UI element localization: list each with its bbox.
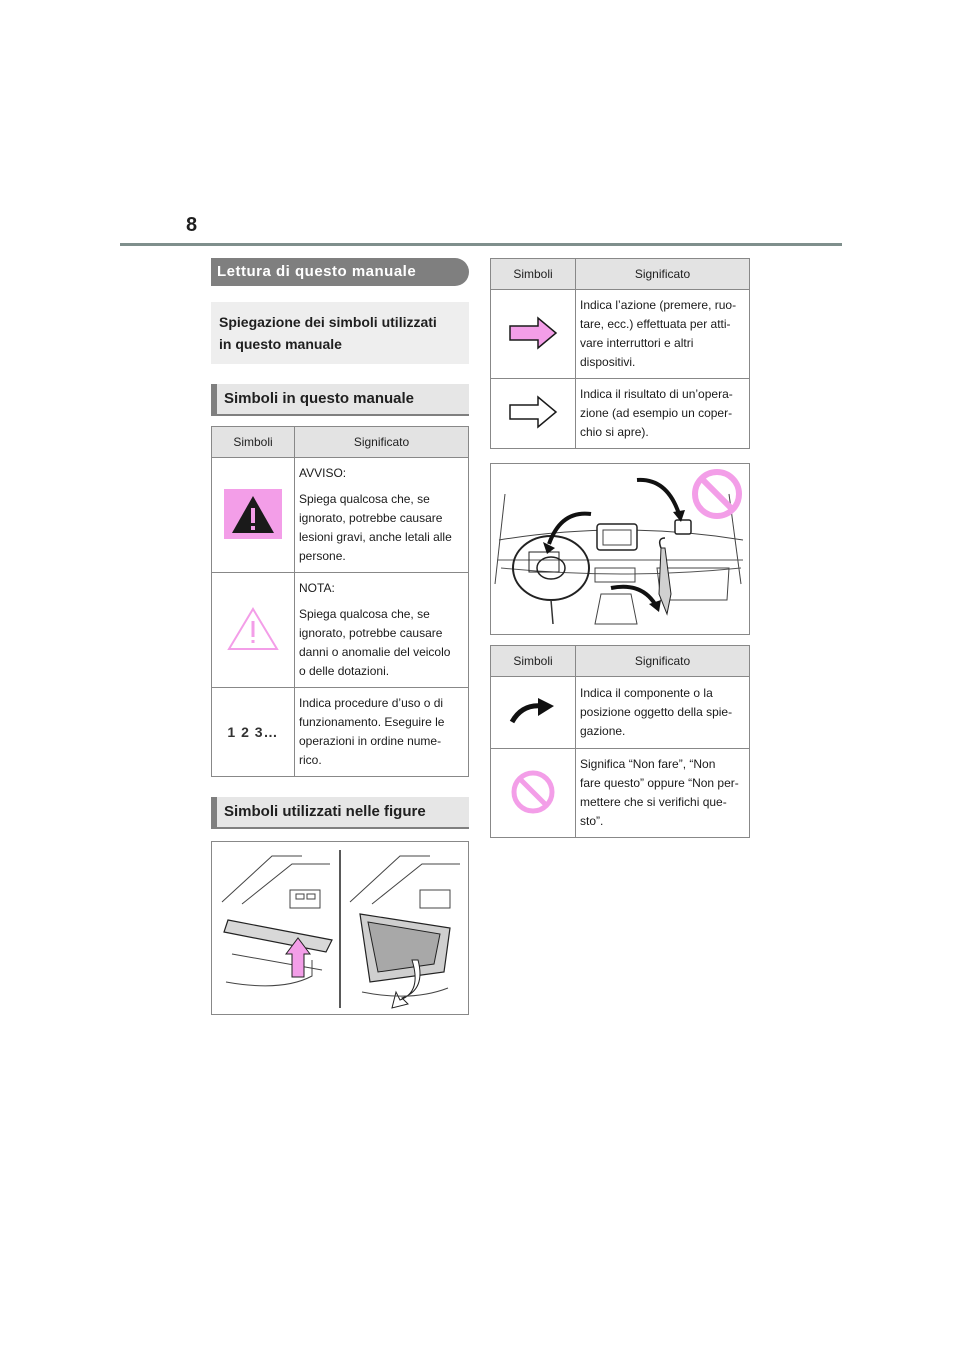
table-header-row xyxy=(491,646,750,677)
column-header-meaning: Significato xyxy=(295,427,469,458)
chapter-title: Lettura di questo manuale xyxy=(211,258,469,286)
column-header-meaning: Significato xyxy=(576,259,750,290)
subsection-title-symbols: Simboli in questo manuale xyxy=(211,384,469,416)
symbol-cell xyxy=(491,290,576,379)
sunvisor-illustration xyxy=(212,842,468,1014)
symbol-cell xyxy=(491,379,576,449)
table-row xyxy=(491,749,750,838)
column-header-symbols: Simboli xyxy=(212,427,295,458)
table-header-row xyxy=(491,259,750,290)
action-symbols-table xyxy=(490,258,750,449)
table-row xyxy=(212,573,469,688)
step-numbers-icon: 1 2 3… xyxy=(227,724,279,740)
header-rule xyxy=(120,243,842,246)
notice-triangle-outline-icon xyxy=(225,642,281,656)
symbol-cell xyxy=(491,677,576,749)
symbol-cell xyxy=(212,688,295,777)
symbols-table xyxy=(211,426,469,777)
meaning-cell: NOTA: Spiega qualcosa che, se ignorato, potrebbe causare danni o anomalie del veicolo o delle dotazioni. xyxy=(295,573,469,688)
meaning-cell: Indica il componente o la posizione oggetto della spie- gazione. xyxy=(576,677,750,749)
symbol-cell xyxy=(212,573,295,688)
result-arrow-outline-icon xyxy=(508,418,558,432)
page-number: 8 xyxy=(186,214,198,236)
symbol-cell xyxy=(491,749,576,838)
pointer-arrow-icon xyxy=(508,715,558,729)
meaning-cell: Indica il risultato di un’opera- zione (ad esempio un coper- chio si apre). xyxy=(576,379,750,449)
section-title: Spiegazione dei simboli utilizzati in questo manuale xyxy=(211,302,469,364)
column-header-symbols: Simboli xyxy=(491,646,576,677)
meaning-cell: Indica procedure d’uso o di funzionamento. Eseguire le operazioni in ordine nume- rico. xyxy=(295,688,469,777)
subsection-title-figures: Simboli utilizzati nelle figure xyxy=(211,797,469,829)
table-row xyxy=(491,290,750,379)
table-header-row xyxy=(212,427,469,458)
symbol-cell xyxy=(212,458,295,573)
meaning-cell: Indica l’azione (premere, ruo- tare, ecc.) effettuata per atti- vare interruttori e altri dispositivi. xyxy=(576,290,750,379)
warning-triangle-filled-icon xyxy=(224,528,282,542)
table-row xyxy=(491,379,750,449)
prohibition-icon xyxy=(509,805,557,819)
dashboard-figure xyxy=(490,463,750,635)
sunvisor-figure xyxy=(211,841,469,1015)
column-header-symbols: Simboli xyxy=(491,259,576,290)
dashboard-illustration xyxy=(491,464,749,634)
action-arrow-filled-icon xyxy=(508,339,558,353)
table-row xyxy=(491,677,750,749)
table-row xyxy=(212,688,469,777)
meaning-cell: AVVISO: Spiega qualcosa che, se ignorato, potrebbe causare lesioni gravi, anche letali alle persone. xyxy=(295,458,469,573)
right-column xyxy=(490,258,750,838)
table-row xyxy=(212,458,469,573)
left-column xyxy=(211,258,469,1015)
column-header-meaning: Significato xyxy=(576,646,750,677)
figure-symbols-table xyxy=(490,645,750,838)
meaning-cell: Significa “Non fare”, “Non fare questo” oppure “Non per- mettere che si verifichi que- sto”. xyxy=(576,749,750,838)
